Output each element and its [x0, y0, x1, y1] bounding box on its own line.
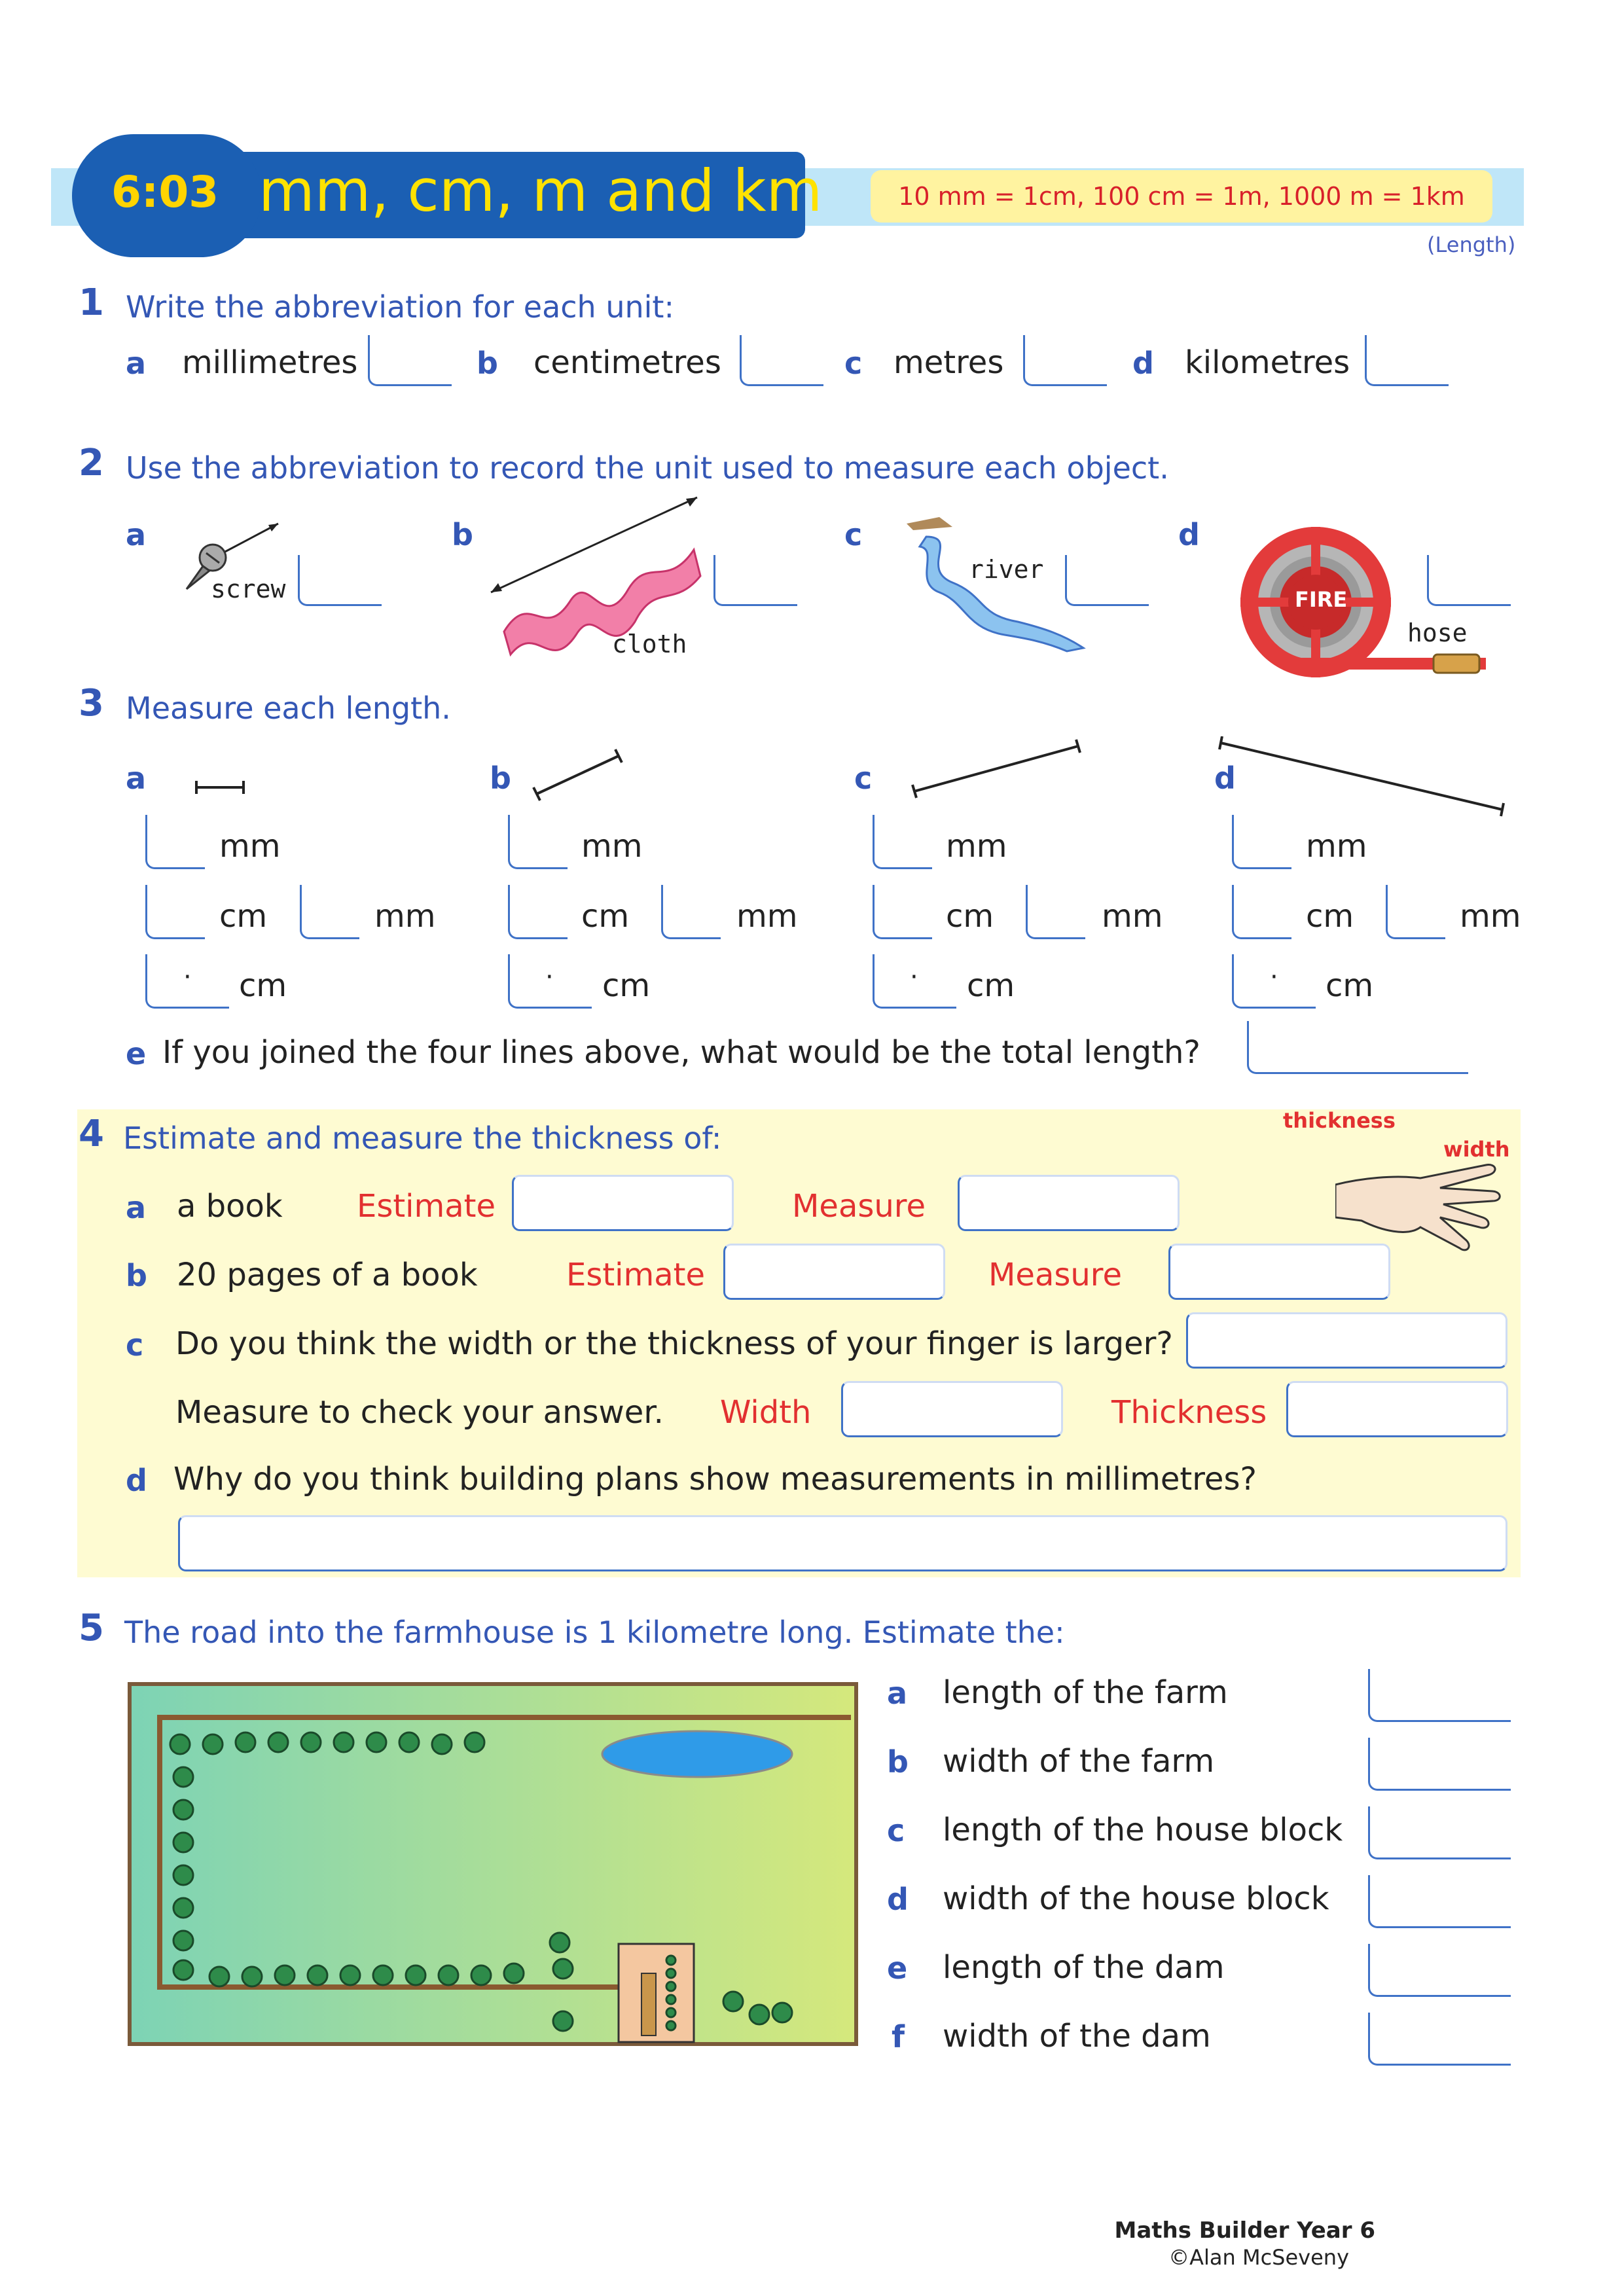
- q1-b-letter: b: [477, 346, 498, 381]
- q5-c-text: length of the house block: [943, 1812, 1343, 1848]
- q3-a-cm-mm-box[interactable]: [300, 885, 359, 939]
- q1-c-text: metres: [893, 344, 1004, 381]
- q5-c-letter: c: [887, 1813, 905, 1848]
- q2-a-caption: screw: [211, 575, 286, 603]
- q3-e-answer-box[interactable]: [1247, 1021, 1468, 1074]
- q4-c-text2: Measure to check your answer.: [175, 1394, 664, 1431]
- q2-a-letter: a: [126, 517, 147, 552]
- dam: [602, 1731, 792, 1777]
- topic-subtitle: (Length): [1427, 232, 1516, 257]
- q3-a-cm-box[interactable]: [145, 885, 205, 939]
- q4-b-measure-label: Measure: [988, 1257, 1122, 1293]
- q3-d-decimal-unit: cm: [1326, 967, 1374, 1004]
- q4-c-thickness-label: Thickness: [1111, 1394, 1267, 1431]
- hand-width-label: width: [1443, 1137, 1510, 1162]
- q4-c-width-box[interactable]: [841, 1381, 1063, 1437]
- q5-a-text: length of the farm: [943, 1674, 1228, 1711]
- footer-copyright: ©Alan McSeveny: [1168, 2245, 1349, 2270]
- line-d: [1221, 743, 1502, 810]
- q4-a-text: a book: [177, 1188, 283, 1225]
- line-c: [914, 746, 1078, 791]
- q1-d-text: kilometres: [1185, 344, 1350, 381]
- q4-b-estimate-label: Estimate: [566, 1257, 706, 1293]
- q1-d-answer-box[interactable]: [1365, 335, 1449, 386]
- q2-c-letter: c: [844, 517, 863, 552]
- q4-d-answer-box[interactable]: [178, 1515, 1507, 1571]
- q3-c-mm-box[interactable]: [873, 815, 932, 869]
- q4-b-measure-box[interactable]: [1168, 1244, 1390, 1300]
- q2-a-answer-box[interactable]: [298, 555, 382, 606]
- q3-d-mm-unit: mm: [1306, 828, 1367, 865]
- q5-a-letter: a: [887, 1676, 908, 1711]
- q3-d-cm-mm-unit: mm: [1460, 898, 1521, 935]
- q2-number: 2: [79, 442, 104, 484]
- q4-c-thickness-box[interactable]: [1286, 1381, 1508, 1437]
- q3-prompt: Measure each length.: [126, 691, 451, 726]
- q2-c-answer-box[interactable]: [1065, 555, 1149, 606]
- q5-e-answer-box[interactable]: [1368, 1944, 1511, 1997]
- road-bottom: [157, 1984, 645, 1990]
- q1-number: 1: [79, 281, 104, 324]
- q1-a-letter: a: [126, 346, 147, 381]
- q4-a-measure-label: Measure: [792, 1188, 926, 1225]
- q2-b-answer-box[interactable]: [713, 555, 797, 606]
- q5-b-answer-box[interactable]: [1368, 1738, 1511, 1791]
- q1-b-answer-box[interactable]: [740, 335, 823, 386]
- road-left: [157, 1715, 162, 1990]
- page-title: mm, cm, m and km: [259, 157, 823, 224]
- q5-b-letter: b: [887, 1744, 909, 1780]
- q5-number: 5: [79, 1607, 104, 1649]
- q3-c-decimal-unit: cm: [967, 967, 1015, 1004]
- q3-e-letter: e: [126, 1036, 147, 1071]
- q5-b-text: width of the farm: [943, 1743, 1215, 1780]
- q3-c-cm-box[interactable]: [873, 885, 932, 939]
- q2-d-letter: d: [1178, 517, 1200, 552]
- q2-b-caption: cloth: [612, 630, 687, 658]
- q3-number: 3: [79, 682, 104, 725]
- q3-b-decimal-point: ·: [545, 962, 554, 992]
- q4-a-letter: a: [126, 1190, 147, 1225]
- q5-e-text: length of the dam: [943, 1949, 1225, 1986]
- q3-d-decimal-point: ·: [1270, 962, 1278, 992]
- q1-a-answer-box[interactable]: [368, 335, 452, 386]
- q3-c-mm-unit: mm: [946, 828, 1007, 865]
- q4-number: 4: [79, 1113, 104, 1155]
- q2-c-caption: river: [969, 555, 1044, 584]
- q3-c-letter: c: [854, 761, 873, 796]
- q4-d-letter: d: [126, 1463, 147, 1498]
- q3-a-cm-mm-unit: mm: [374, 898, 436, 935]
- q3-d-mm-box[interactable]: [1232, 815, 1291, 869]
- q5-e-letter: e: [887, 1950, 908, 1986]
- q3-b-decimal-unit: cm: [602, 967, 651, 1004]
- q3-b-cm-box[interactable]: [508, 885, 568, 939]
- q5-f-answer-box[interactable]: [1368, 2013, 1511, 2066]
- q1-d-letter: d: [1132, 346, 1154, 381]
- q3-a-mm-box[interactable]: [145, 815, 205, 869]
- q4-b-letter: b: [126, 1258, 147, 1293]
- q5-f-text: width of the dam: [943, 2018, 1211, 2054]
- q2-d-caption: hose: [1407, 619, 1468, 647]
- q4-a-measure-box[interactable]: [958, 1175, 1180, 1231]
- q5-a-answer-box[interactable]: [1368, 1669, 1511, 1722]
- q2-prompt: Use the abbreviation to record the unit used to measure each object.: [126, 450, 1169, 486]
- q3-a-decimal-unit: cm: [239, 967, 287, 1004]
- fire-sign: FIRE: [1295, 587, 1348, 612]
- hand-thickness-label: thickness: [1283, 1108, 1396, 1133]
- q3-a-mm-unit: mm: [219, 828, 281, 865]
- q1-b-text: centimetres: [533, 344, 721, 381]
- q4-c-width-label: Width: [720, 1394, 812, 1431]
- q4-b-estimate-box[interactable]: [723, 1244, 945, 1300]
- q3-b-mm-box[interactable]: [508, 815, 568, 869]
- q3-c-cm-unit: cm: [946, 898, 994, 935]
- q4-a-estimate-box[interactable]: [512, 1175, 734, 1231]
- q5-d-answer-box[interactable]: [1368, 1875, 1511, 1928]
- q5-d-letter: d: [887, 1882, 909, 1917]
- line-b: [537, 756, 619, 794]
- q3-a-cm-unit: cm: [219, 898, 268, 935]
- q4-c-answer-box[interactable]: [1186, 1312, 1507, 1369]
- footer-book-title: Maths Builder Year 6: [1114, 2217, 1375, 2244]
- q3-d-letter: d: [1214, 761, 1236, 796]
- q3-b-cm-mm-box[interactable]: [661, 885, 721, 939]
- q4-prompt: Estimate and measure the thickness of:: [123, 1121, 722, 1156]
- q4-d-text: Why do you think building plans show measurements in millimetres?: [173, 1461, 1257, 1498]
- q5-prompt: The road into the farmhouse is 1 kilometre long. Estimate the:: [124, 1615, 1065, 1650]
- q3-a-decimal-point: ·: [183, 962, 192, 992]
- q2-d-answer-box[interactable]: [1427, 555, 1511, 606]
- conversion-box: 10 mm = 1cm, 100 cm = 1m, 1000 m = 1km: [871, 170, 1492, 223]
- farm-map: [128, 1682, 861, 2049]
- q1-c-letter: c: [844, 346, 863, 381]
- q3-c-cm-mm-unit: mm: [1102, 898, 1163, 935]
- q5-d-text: width of the house block: [943, 1880, 1329, 1917]
- road-top: [157, 1715, 851, 1720]
- q1-a-text: millimetres: [182, 344, 358, 381]
- q5-f-letter: f: [892, 2019, 905, 2054]
- q4-a-estimate-label: Estimate: [357, 1188, 496, 1225]
- q3-d-cm-box[interactable]: [1232, 885, 1291, 939]
- q1-prompt: Write the abbreviation for each unit:: [126, 289, 674, 325]
- q3-b-cm-mm-unit: mm: [736, 898, 798, 935]
- section-number: 6:03: [111, 167, 219, 217]
- q3-lines: [190, 736, 1519, 818]
- q3-b-letter: b: [490, 761, 511, 796]
- q4-c-text: Do you think the width or the thickness of your finger is larger?: [175, 1325, 1173, 1362]
- q3-c-cm-mm-box[interactable]: [1026, 885, 1085, 939]
- q3-d-cm-unit: cm: [1306, 898, 1354, 935]
- q3-a-letter: a: [126, 761, 147, 796]
- q1-c-answer-box[interactable]: [1023, 335, 1107, 386]
- q3-d-cm-mm-box[interactable]: [1386, 885, 1445, 939]
- q3-e-text: If you joined the four lines above, what would be the total length?: [162, 1034, 1200, 1071]
- q3-c-decimal-point: ·: [910, 962, 918, 992]
- q3-b-mm-unit: mm: [581, 828, 643, 865]
- q5-c-answer-box[interactable]: [1368, 1806, 1511, 1859]
- q4-b-text: 20 pages of a book: [177, 1257, 478, 1293]
- q4-c-letter: c: [126, 1327, 144, 1363]
- q2-b-letter: b: [452, 517, 473, 552]
- q3-b-cm-unit: cm: [581, 898, 630, 935]
